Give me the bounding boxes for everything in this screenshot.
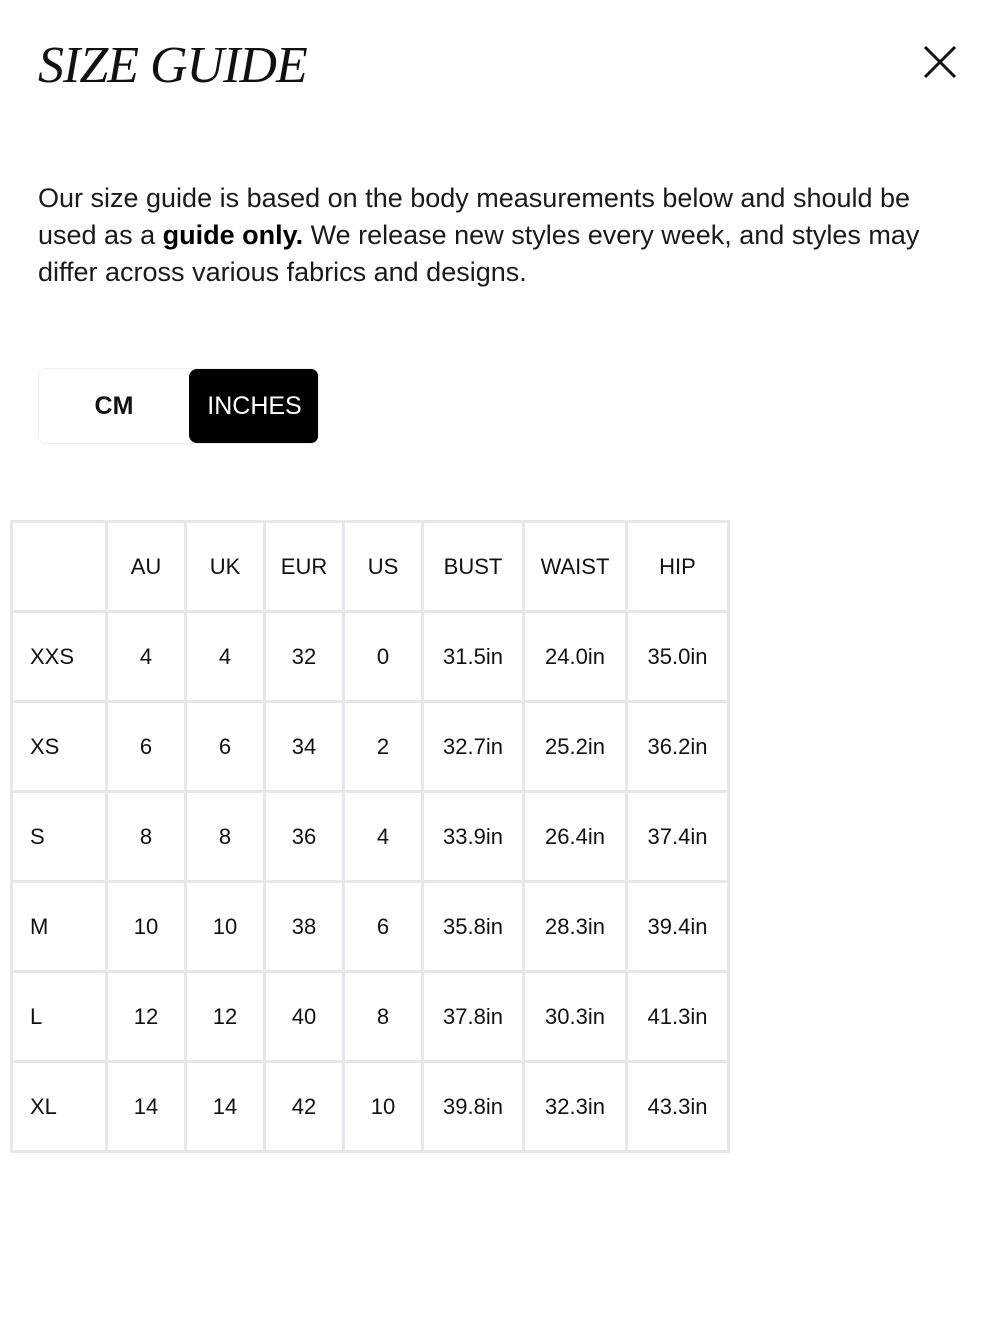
table-row xyxy=(13,883,727,970)
cell-uk: 10 xyxy=(187,883,263,970)
page-title: SIZE GUIDE xyxy=(38,37,307,94)
cell-eur: 34 xyxy=(266,703,342,790)
cell-uk: 12 xyxy=(187,973,263,1060)
cell-us: 6 xyxy=(345,883,421,970)
header-cell-bust: BUST xyxy=(424,523,522,610)
cell-waist: 32.3in xyxy=(525,1063,625,1150)
cell-waist: 28.3in xyxy=(525,883,625,970)
cell-au: 4 xyxy=(108,613,184,700)
cell-bust: 35.8in xyxy=(424,883,522,970)
cell-size: L xyxy=(13,973,105,1060)
cell-hip: 35.0in xyxy=(628,613,727,700)
cell-au: 8 xyxy=(108,793,184,880)
table-row xyxy=(13,703,727,790)
size-chart-table xyxy=(10,520,730,1153)
cell-uk: 14 xyxy=(187,1063,263,1150)
cell-eur: 32 xyxy=(266,613,342,700)
header-cell-eur: EUR xyxy=(266,523,342,610)
cell-uk: 8 xyxy=(187,793,263,880)
header-cell-us: US xyxy=(345,523,421,610)
cell-us: 10 xyxy=(345,1063,421,1150)
cell-eur: 38 xyxy=(266,883,342,970)
close-icon xyxy=(920,42,960,82)
table-header-row xyxy=(13,523,727,610)
cell-uk: 4 xyxy=(187,613,263,700)
modal-header xyxy=(38,30,970,110)
table-row xyxy=(13,613,727,700)
cell-hip: 37.4in xyxy=(628,793,727,880)
unit-inches-button[interactable]: INCHES xyxy=(189,369,319,443)
cell-us: 4 xyxy=(345,793,421,880)
cell-au: 12 xyxy=(108,973,184,1060)
cell-bust: 31.5in xyxy=(424,613,522,700)
cell-hip: 36.2in xyxy=(628,703,727,790)
cell-hip: 41.3in xyxy=(628,973,727,1060)
cell-eur: 40 xyxy=(266,973,342,1060)
cell-waist: 30.3in xyxy=(525,973,625,1060)
cell-waist: 24.0in xyxy=(525,613,625,700)
header-cell-uk: UK xyxy=(187,523,263,610)
cell-au: 14 xyxy=(108,1063,184,1150)
header-cell-empty xyxy=(13,523,105,610)
cell-uk: 6 xyxy=(187,703,263,790)
cell-au: 6 xyxy=(108,703,184,790)
cell-eur: 36 xyxy=(266,793,342,880)
size-guide-description xyxy=(38,180,968,291)
unit-toggle xyxy=(38,368,319,444)
table-row xyxy=(13,1063,727,1150)
cell-us: 0 xyxy=(345,613,421,700)
header-cell-waist: WAIST xyxy=(525,523,625,610)
cell-waist: 25.2in xyxy=(525,703,625,790)
close-button[interactable] xyxy=(920,42,960,82)
cell-au: 10 xyxy=(108,883,184,970)
cell-bust: 37.8in xyxy=(424,973,522,1060)
cell-hip: 39.4in xyxy=(628,883,727,970)
cell-bust: 39.8in xyxy=(424,1063,522,1150)
cell-size: XXS xyxy=(13,613,105,700)
intro-bold-text: guide only. xyxy=(162,220,304,250)
table-row xyxy=(13,973,727,1060)
cell-size: XS xyxy=(13,703,105,790)
unit-cm-button[interactable]: CM xyxy=(39,369,189,443)
cell-us: 2 xyxy=(345,703,421,790)
cell-size: XL xyxy=(13,1063,105,1150)
cell-hip: 43.3in xyxy=(628,1063,727,1150)
cell-bust: 33.9in xyxy=(424,793,522,880)
intro-text-after: We release new styles every week, and styles may differ across various fabrics and designs. xyxy=(38,220,920,287)
cell-size: S xyxy=(13,793,105,880)
intro-text-before: Our size guide is based on the body measurements below and should be used as a xyxy=(38,183,911,250)
cell-us: 8 xyxy=(345,973,421,1060)
cell-waist: 26.4in xyxy=(525,793,625,880)
table-row xyxy=(13,793,727,880)
cell-bust: 32.7in xyxy=(424,703,522,790)
cell-eur: 42 xyxy=(266,1063,342,1150)
header-cell-au: AU xyxy=(108,523,184,610)
cell-size: M xyxy=(13,883,105,970)
header-cell-hip: HIP xyxy=(628,523,727,610)
